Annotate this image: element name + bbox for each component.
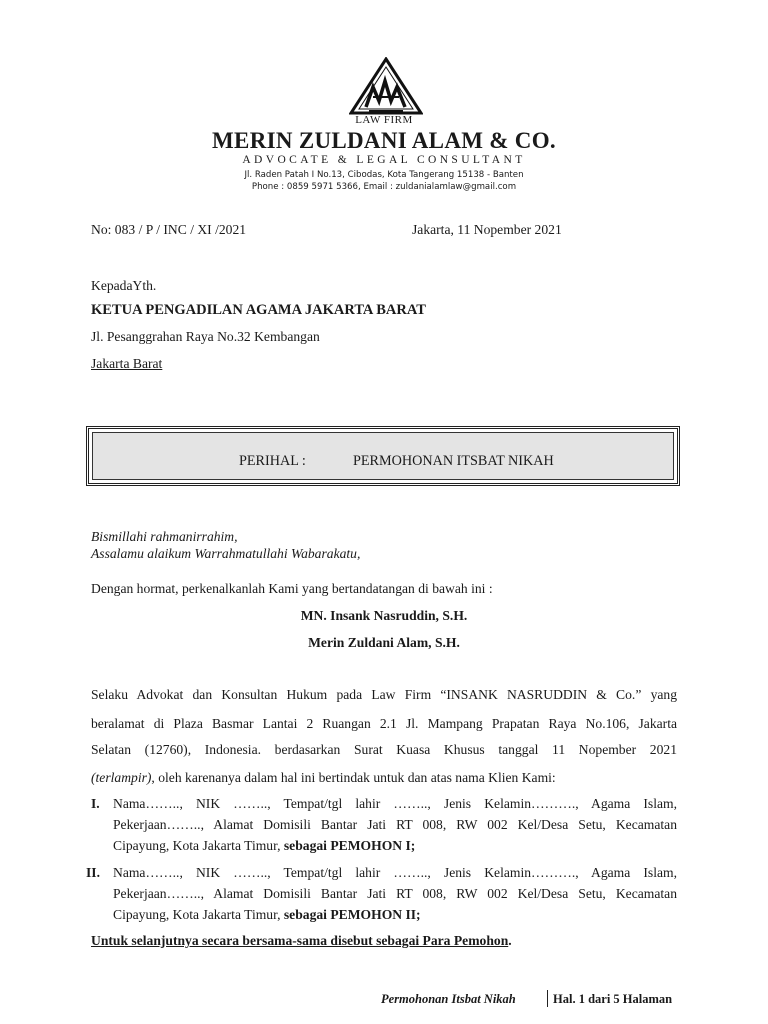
recipient-street: Jl. Pesanggrahan Raya No.32 Kembangan [91,329,320,344]
footer-page-number: Hal. 1 dari 5 Halaman [553,992,673,1006]
subject-label: PERIHAL : [239,453,306,469]
paragraph-line: Selatan (12760), Indonesia. berdasarkan Surat Kuasa Khusus tanggal 11 Nopember 2021 [91,742,677,757]
letter-number: No: 083 / P / INC / XI /2021 [91,222,247,237]
petitioner-line: Pekerjaan…….., Alamat Domisili Bantar Jati RT 008, RW 002 Kel/Desa Setu, Kecamatan [113,886,677,901]
petitioner-line: Nama…….., NIK …….., Tempat/tgl lahir …….., Jenis Kelamin………., Agama Islam, [113,865,677,880]
signer-name: Merin Zuldani Alam, S.H. [308,635,460,650]
recipient-label: KepadaYth. [91,278,157,293]
petitioner-role: sebagai PEMOHON II; [283,907,421,922]
recipient-name: KETUA PENGADILAN AGAMA JAKARTA BARAT [91,302,426,318]
subject-text: PERMOHONAN ITSBAT NIKAH [353,453,554,469]
firm-name: MERIN ZULDANI ALAM & CO. [212,128,556,153]
subject-box-inner [92,432,674,480]
list-numeral: I. [91,796,100,811]
closing-line [91,934,512,948]
firm-subtitle: ADVOCATE & LEGAL CONSULTANT [242,154,526,166]
paragraph-attached-note: (terlampir) [91,770,152,785]
subject-box [86,426,680,486]
law-firm-logo-icon [349,57,423,115]
closing-punct: . [508,933,512,948]
petitioner-address: Cipayung, Kota Jakarta Timur, [113,907,284,922]
firm-tag: LAW FIRM [355,114,413,126]
petitioner-line: Pekerjaan…….., Alamat Domisili Bantar Jati RT 008, RW 002 Kel/Desa Setu, Kecamatan [113,817,677,832]
petitioner-address: Cipayung, Kota Jakarta Timur, [113,838,284,853]
signer-name: MN. Insank Nasruddin, S.H. [300,608,468,623]
footer-separator [547,990,548,1007]
paragraph-line [91,770,677,786]
paragraph-line: beralamat di Plaza Basmar Lantai 2 Ruangan 2.1 Jl. Mampang Prapatan Raya No.106, Jakarta [91,716,677,731]
paragraph-line-rest: , oleh karenanya dalam hal ini bertindak untuk dan atas nama Klien Kami: [151,770,556,785]
petitioner-line [113,838,677,854]
intro-text: Dengan hormat, perkenalkanlah Kami yang bertandatangan di bawah ini : [91,581,493,596]
list-numeral: II. [86,865,100,880]
paragraph-line: Selaku Advokat dan Konsultan Hukum pada Law Firm “INSANK NASRUDDIN & Co.” yang [91,687,677,702]
petitioner-line: Nama…….., NIK …….., Tempat/tgl lahir …….., Jenis Kelamin………., Agama Islam, [113,796,677,811]
greeting-line-2: Assalamu alaikum Warrahmatullahi Wabarakatu, [91,546,361,561]
petitioner-role: sebagai PEMOHON I; [283,838,416,853]
closing-text: Untuk selanjutnya secara bersama-sama disebut sebagai Para Pemohon [91,933,509,948]
letter-date: Jakarta, 11 Nopember 2021 [412,222,562,237]
greeting-line-1: Bismillahi rahmanirrahim, [91,529,238,544]
recipient-city: Jakarta Barat [91,356,163,371]
footer-title: Permohonan Itsbat Nikah [381,992,516,1006]
firm-address: Jl. Raden Patah I No.13, Cibodas, Kota Tangerang 15138 - Banten [244,170,524,180]
firm-contact: Phone : 0859 5971 5366, Email : zuldanialamlaw@gmail.com [251,182,517,192]
petitioner-line [113,907,677,923]
